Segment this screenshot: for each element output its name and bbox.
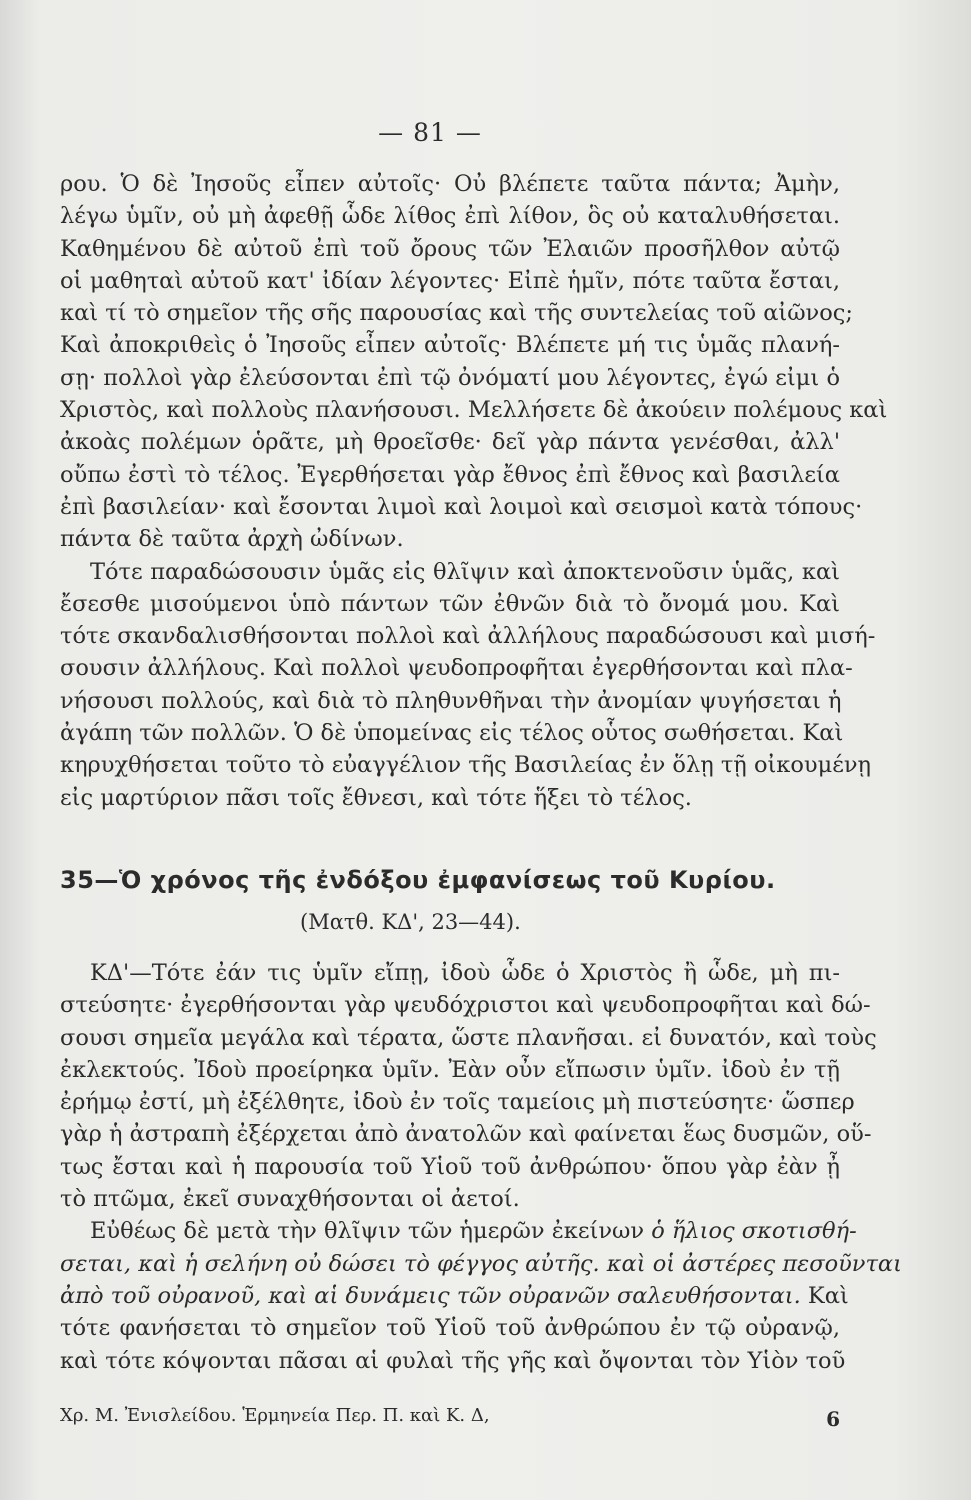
- section-reference: (Ματθ. ΚΔ', 23—44).: [300, 910, 521, 934]
- text-line: εἰς μαρτύριον πᾶσι τοῖς ἔθνεσι, καὶ τότε ἥξει τὸ τέλος.: [60, 784, 692, 811]
- text-line: οἱ μαθηταὶ αὐτοῦ κατ' ἰδίαν λέγοντες· Εἰπὲ ἡμῖν, πότε ταῦτα ἔσται,: [60, 267, 840, 294]
- page-number: — 81 —: [378, 118, 482, 147]
- footer-text: Χρ. Μ. Ἐνισλείδου. Ἑρμηνεία Περ. Π. καὶ Κ. Δ,: [60, 1405, 490, 1426]
- text-line: [60, 1280, 849, 1312]
- italic-text: σεται, καὶ ἡ σελήνη οὐ δώσει τὸ φέγγος αὐτῆς. καὶ οἱ ἀστέρες πεσοῦνται: [60, 1250, 902, 1277]
- text-line: [60, 1215, 857, 1247]
- text-line: ἐρήμῳ ἐστί, μὴ ἐξέλθητε, ἰδοὺ ἐν τοῖς ταμείοις μὴ πιστεύσητε· ὥσπερ: [60, 1089, 855, 1116]
- text-line: νήσουσι πολλούς, καὶ διὰ τὸ πληθυνθῆναι τὴν ἀνομίαν ψυγήσεται ἡ: [60, 687, 842, 714]
- text-line: Καθημένου δὲ αὐτοῦ ἐπὶ τοῦ ὄρους τῶν Ἐλαιῶν προσῆλθον αὐτῷ: [60, 235, 840, 262]
- text-line: Χριστὸς, καὶ πολλοὺς πλανήσουσι. Μελλήσετε δὲ ἀκούειν πολέμους καὶ: [60, 397, 888, 424]
- text-line: σῃ· πολλοὶ γὰρ ἐλεύσονται ἐπὶ τῷ ὀνόματί μου λέγοντες, ἐγώ εἰμι ὁ: [60, 364, 840, 391]
- italic-text: ὁ ἥλιος σκοτισθή-: [651, 1218, 857, 1245]
- paragraph-continuation: [60, 168, 888, 814]
- text-line: ἀγάπη τῶν πολλῶν. Ὁ δὲ ὑπομείνας εἰς τέλος οὗτος σωθήσεται. Καὶ: [60, 720, 844, 747]
- text-line: τὸ πτῶμα, ἐκεῖ συναχθήσονται οἱ ἀετοί.: [60, 1186, 520, 1213]
- text-line: κηρυχθήσεται τοῦτο τὸ εὐαγγέλιον τῆς Βασιλείας ἐν ὅλῃ τῇ οἰκουμένῃ: [60, 752, 872, 779]
- paragraph-scripture: [60, 957, 902, 1377]
- text-line: τότε φανήσεται τὸ σημεῖον τοῦ Υἱοῦ τοῦ ἀνθρώπου ἐν τῷ οὐρανῷ,: [60, 1315, 840, 1342]
- text-line: ἐπὶ βασιλείαν· καὶ ἔσονται λιμοὶ καὶ λοιμοὶ καὶ σεισμοὶ κατὰ τόπους·: [60, 493, 863, 520]
- text-line: καὶ τότε κόψονται πᾶσαι αἱ φυλαὶ τῆς γῆς καὶ ὄψονται τὸν Υἱὸν τοῦ: [60, 1347, 846, 1374]
- italic-text: ἀπὸ τοῦ οὐρανοῦ, καὶ αἱ δυνάμεις τῶν οὐρανῶν σαλευθήσονται.: [60, 1282, 801, 1309]
- roman-text: Καὶ: [800, 1282, 849, 1309]
- roman-text: Εὐθέως δὲ μετὰ τὴν θλῖψιν τῶν ἡμερῶν ἐκείνων: [90, 1218, 652, 1245]
- page-footer: [60, 1405, 840, 1431]
- text-line: γὰρ ἡ ἀστραπὴ ἐξέρχεται ἀπὸ ἀνατολῶν καὶ φαίνεται ἕως δυσμῶν, οὕ-: [60, 1121, 872, 1148]
- text-line: λέγω ὑμῖν, οὐ μὴ ἀφεθῇ ὧδε λίθος ἐπὶ λίθον, ὃς οὐ καταλυθήσεται.: [60, 203, 840, 230]
- text-line: στεύσητε· ἐγερθήσονται γὰρ ψευδόχριστοι καὶ ψευδοπροφῆται καὶ δώ-: [60, 992, 871, 1019]
- text-line: πάντα δὲ ταῦτα ἀρχὴ ὠδίνων.: [60, 526, 404, 553]
- text-line: Τότε παραδώσουσιν ὑμᾶς εἰς θλῖψιν καὶ ἀποκτενοῦσιν ὑμᾶς, καὶ: [90, 558, 840, 585]
- text-line: σουσι σημεῖα μεγάλα καὶ τέρατα, ὥστε πλανῆσαι. εἰ δυνατόν, καὶ τοὺς: [60, 1024, 877, 1051]
- text-line: ἀκοὰς πολέμων ὁρᾶτε, μὴ θροεῖσθε· δεῖ γὰρ πάντα γενέσθαι, ἀλλ': [60, 429, 840, 456]
- text-line: [60, 1248, 902, 1280]
- text-line: καὶ τί τὸ σημεῖον τῆς σῆς παρουσίας καὶ τῆς συντελείας τοῦ αἰῶνος;: [60, 300, 853, 327]
- text-line: Καὶ ἀποκριθεὶς ὁ Ἰησοῦς εἶπεν αὐτοῖς· Βλέπετε μή τις ὑμᾶς πλανή-: [60, 332, 840, 359]
- text-line: σουσιν ἀλλήλους. Καὶ πολλοὶ ψευδοπροφῆται ἐγερθήσονται καὶ πλα-: [60, 655, 853, 682]
- text-line: οὔπω ἐστὶ τὸ τέλος. Ἐγερθήσεται γὰρ ἔθνος ἐπὶ ἔθνος καὶ βασιλεία: [60, 461, 840, 488]
- text-line: τως ἔσται καὶ ἡ παρουσία τοῦ Υἱοῦ τοῦ ἀνθρώπου· ὅπου γὰρ ἐὰν ᾖ: [60, 1153, 840, 1180]
- text-line: ΚΔ'—Τότε ἐάν τις ὑμῖν εἴπῃ, ἰδοὺ ὧδε ὁ Χριστὸς ἢ ὧδε, μὴ πι-: [90, 960, 840, 986]
- text-line: ρου. Ὁ δὲ Ἰησοῦς εἶπεν αὐτοῖς· Οὐ βλέπετε ταῦτα πάντα; Ἀμὴν,: [60, 171, 840, 197]
- signature-mark: 6: [826, 1407, 840, 1431]
- section-heading: 35—Ὁ χρόνος τῆς ἐνδόξου ἐμφανίσεως τοῦ Κυρίου.: [60, 866, 776, 894]
- text-line: ἔσεσθε μισούμενοι ὑπὸ πάντων τῶν ἐθνῶν διὰ τὸ ὄνομά μου. Καὶ: [60, 590, 840, 617]
- text-line: τότε σκανδαλισθήσονται πολλοὶ καὶ ἀλλήλους παραδώσουσι καὶ μισή-: [60, 623, 876, 650]
- text-line: ἐκλεκτούς. Ἰδοὺ προείρηκα ὑμῖν. Ἐὰν οὖν εἴπωσιν ὑμῖν. ἰδοὺ ἐν τῇ: [60, 1056, 840, 1083]
